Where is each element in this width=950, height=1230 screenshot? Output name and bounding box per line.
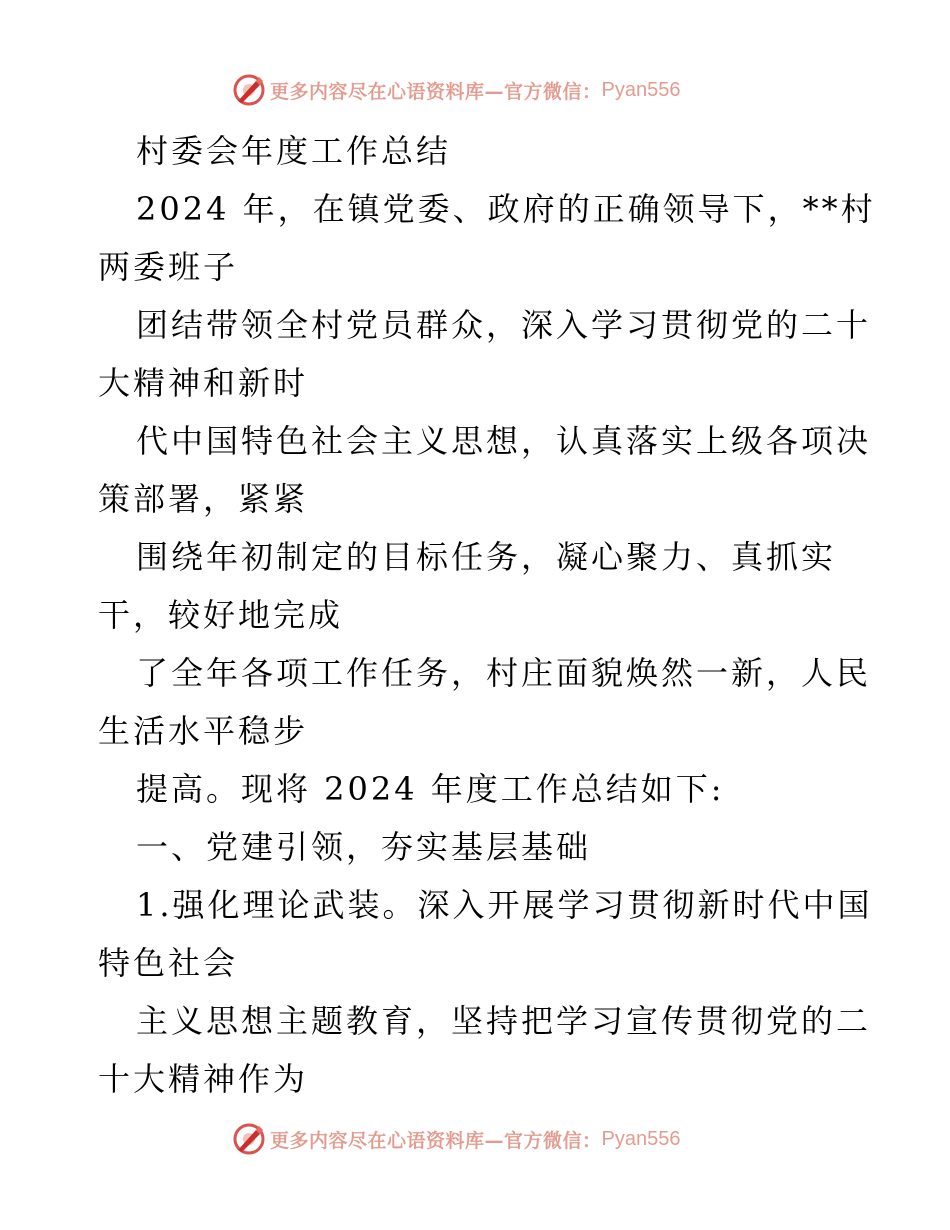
text-line: 1.强化理论武装。深入开展学习贯彻新时代中国 (136, 886, 873, 924)
watermark-wechat-id: Pyan556 (601, 78, 681, 101)
text-line: 代中国特色社会主义思想，认真落实上级各项决 (136, 422, 872, 460)
watermark-text: 更多内容尽在心语资料库—官方微信： (270, 1129, 602, 1152)
text-line: 围绕年初制定的目标任务，凝心聚力、真抓实 (136, 538, 837, 576)
section-heading: 一、党建引领，夯实基层基础 (136, 828, 592, 866)
text-line: 特色社会 (98, 944, 239, 982)
text-line: 干，较好地完成 (98, 596, 344, 634)
text-line: 两委班子 (98, 248, 239, 286)
text-line: 主义思想主题教育，坚持把学习宣传贯彻党的二 (136, 1002, 872, 1040)
header-watermark (232, 72, 680, 108)
watermark-text: 更多内容尽在心语资料库—官方微信： (270, 80, 602, 103)
text-line: 生活水平稳步 (98, 712, 309, 750)
text-line: 团结带领全村党员群众，深入学习贯彻党的二十 (136, 306, 872, 344)
pen-logo-icon (232, 1122, 266, 1156)
footer-watermark (232, 1121, 680, 1157)
pen-logo-icon (232, 73, 266, 107)
text-line: 了全年各项工作任务，村庄面貌焕然一新，人民 (136, 654, 872, 692)
document-body (98, 122, 878, 1108)
text-line: 2024 年，在镇党委、政府的正确领导下，**村 (136, 190, 876, 228)
watermark-wechat-id: Pyan556 (601, 1127, 681, 1150)
text-line: 十大精神作为 (98, 1060, 309, 1098)
text-line: 大精神和新时 (98, 364, 309, 402)
text-line: 提高。现将 2024 年度工作总结如下: (136, 770, 725, 808)
document-title: 村委会年度工作总结 (136, 132, 452, 170)
text-line: 策部署，紧紧 (98, 480, 309, 518)
